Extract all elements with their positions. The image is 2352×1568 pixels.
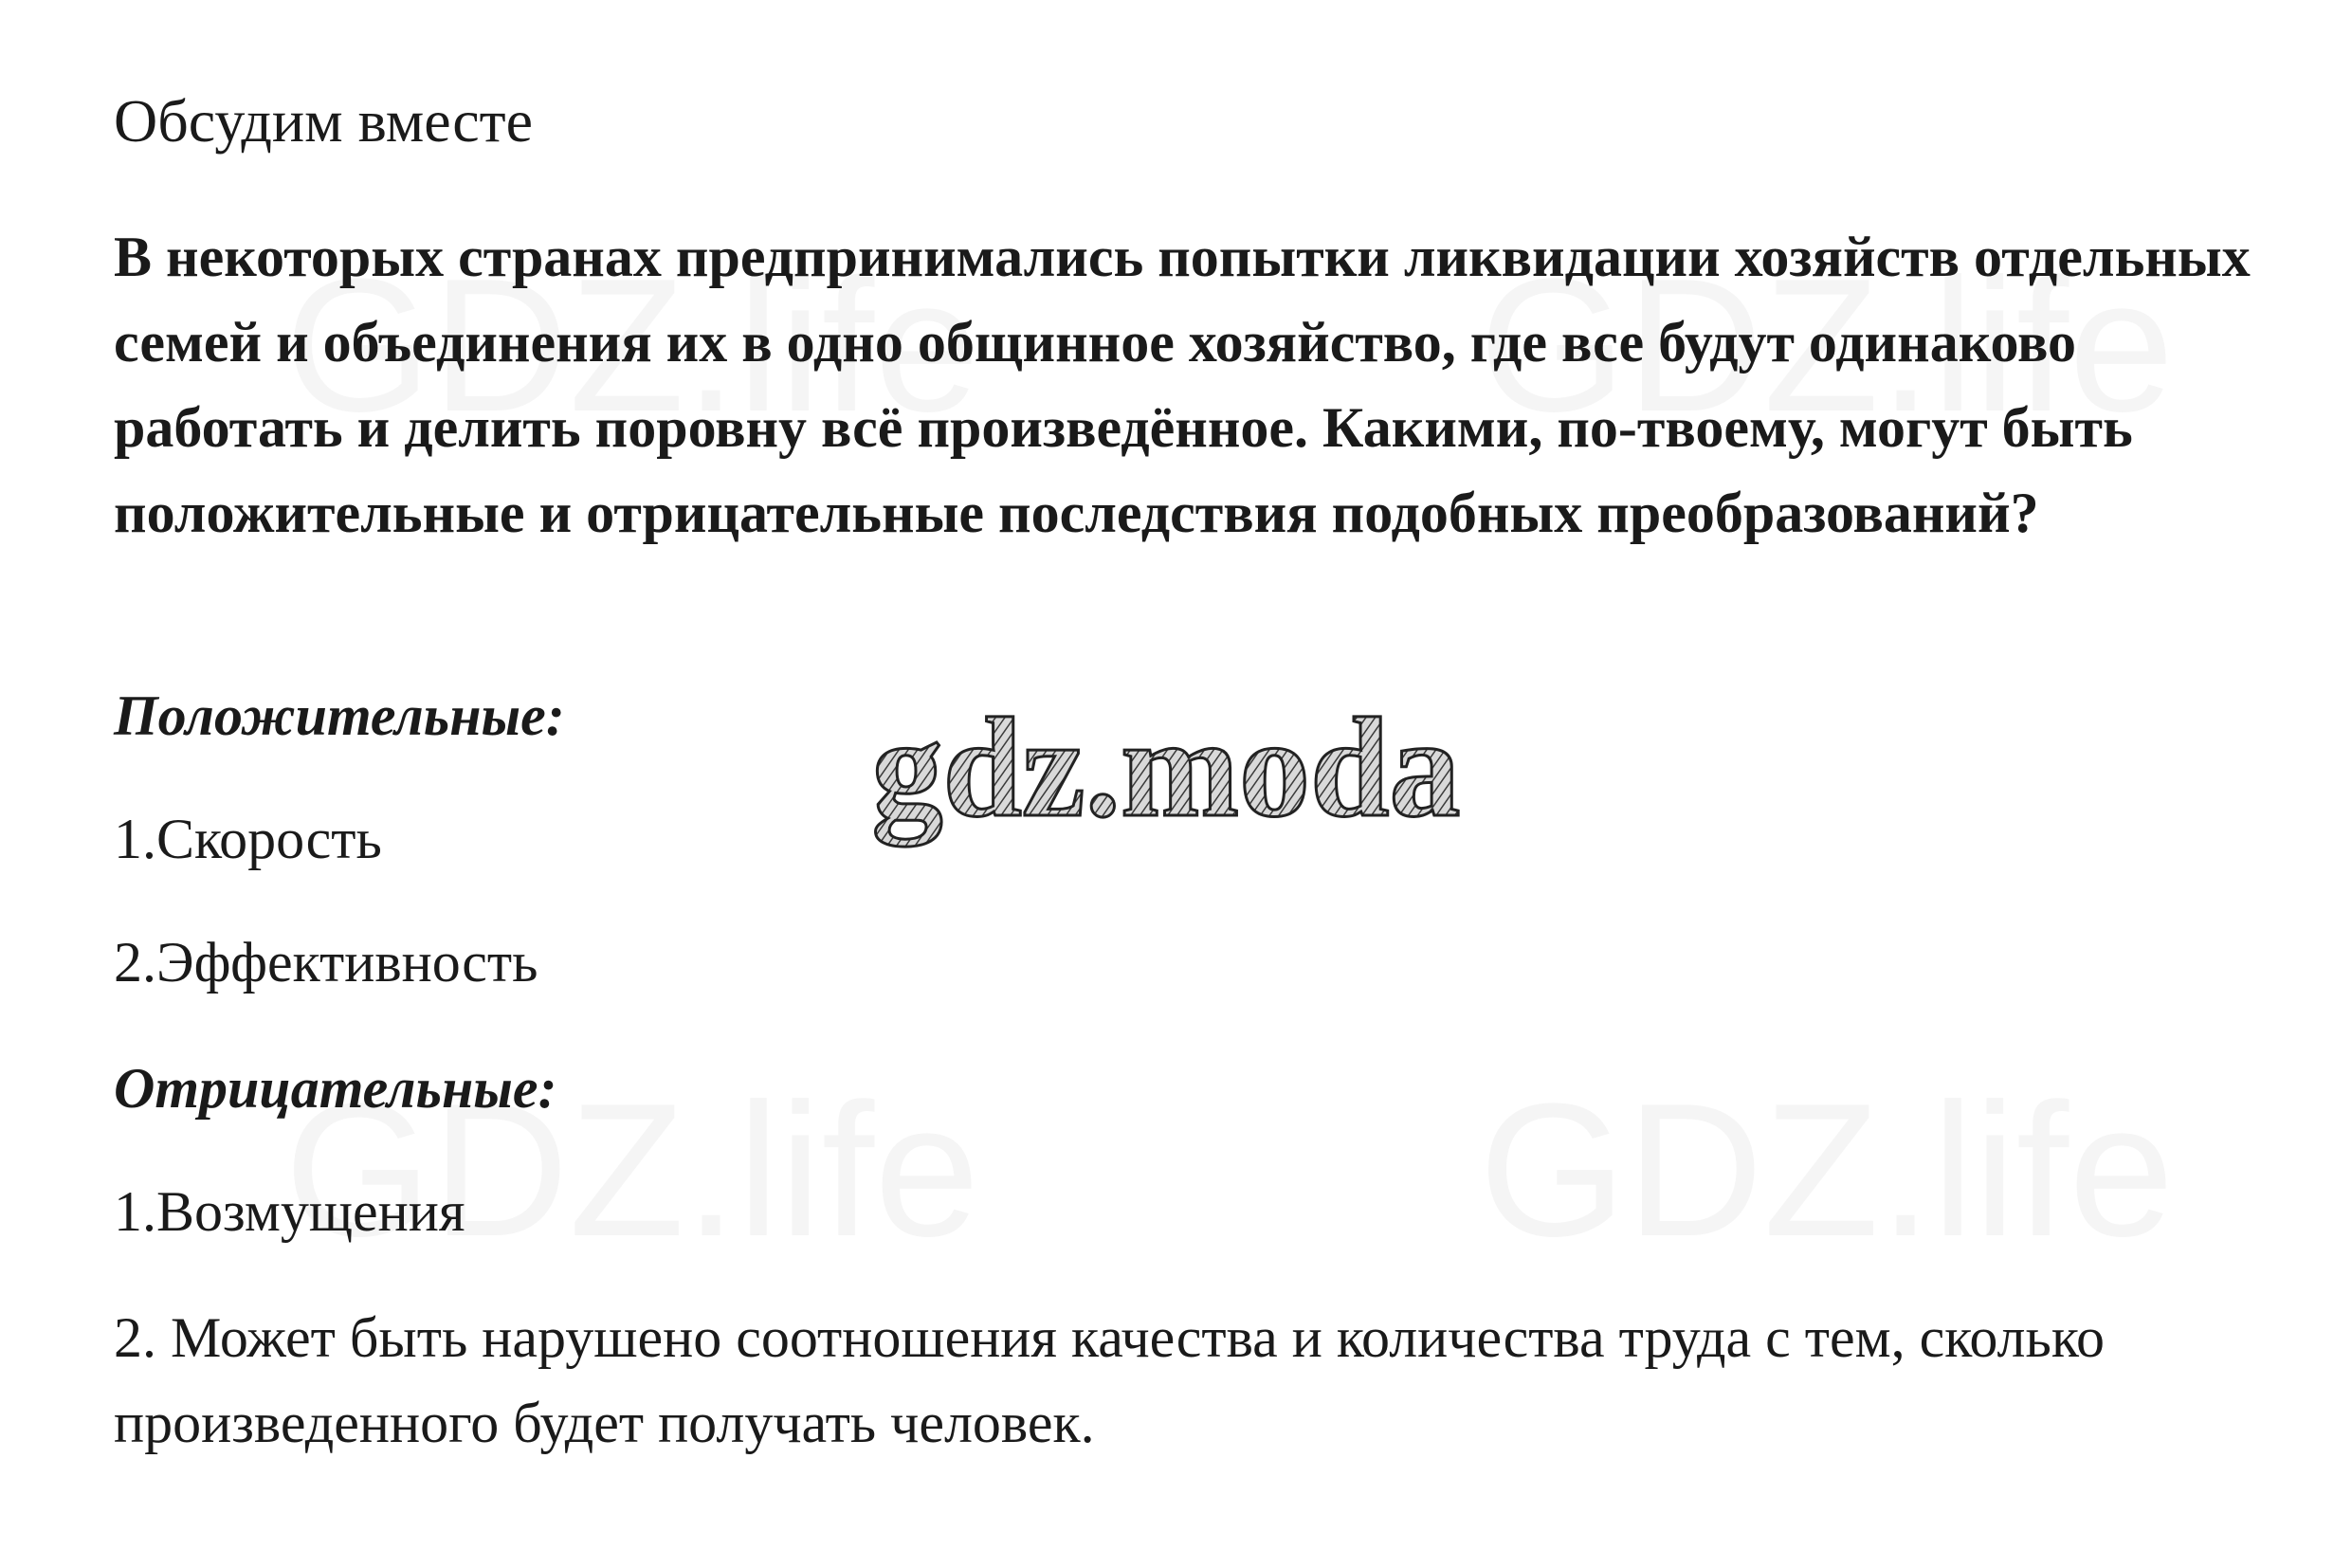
question-text: В некоторых странах предпринимались попытки ликвидации хозяйств отдельных семей и объединения их в одно общинное хозяйство, где все будут одинаково работать и делить поровну всё произведённое. Какими, по-твоему, могут быть положительные и отрицательные последствия подобных преобразований?: [114, 226, 2251, 544]
positive-item: 1.Скорость: [114, 808, 382, 870]
page-heading: Обсудим вместе: [114, 87, 534, 155]
negative-label: Отрицательные:: [114, 1057, 557, 1120]
positive-label: Положительные:: [114, 684, 565, 747]
logo-watermark-text: gdz.moda: [871, 689, 1461, 847]
logo-watermark: [825, 683, 1507, 872]
faint-watermark: [1479, 1062, 2174, 1280]
positive-item: 2.Эффективность: [114, 931, 538, 994]
negative-item: 2. Может быть нарушено соотношения качества и количества труда с тем, сколько произведенного будет получать человек.: [114, 1306, 2105, 1454]
negative-item: 1.Возмущения: [114, 1180, 465, 1243]
